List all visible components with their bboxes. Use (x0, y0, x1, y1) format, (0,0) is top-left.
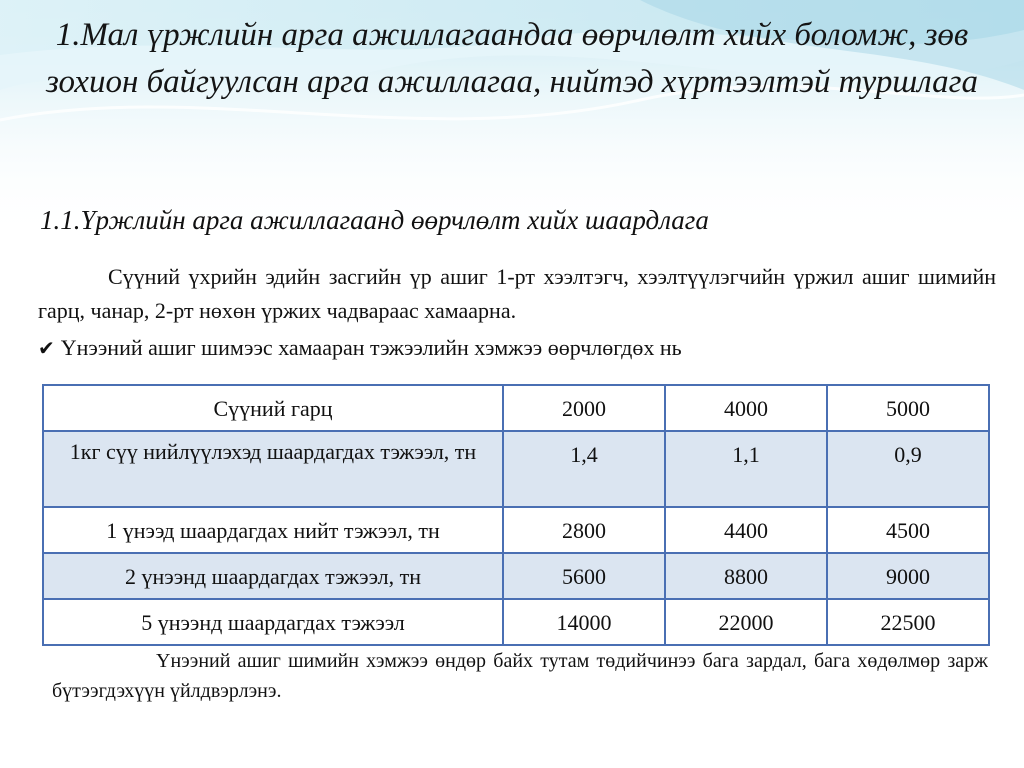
section-subtitle: 1.1.Үржлийн арга ажиллагаанд өөрчлөлт хийх шаардлага (40, 205, 709, 235)
table-cell: 1,4 (503, 431, 665, 507)
table-cell: 22000 (665, 599, 827, 645)
feed-requirement-table (42, 384, 990, 646)
table-cell: 22500 (827, 599, 989, 645)
conclusion-paragraph: Үнээний ашиг шимийн хэмжээ өндөр байх тутам төдийчинээ бага зардал, бага хөдөлмөр зарж бүтээгдэхүүн үйлдвэрлэнэ. (52, 650, 988, 702)
intro-paragraph: Сүүний үхрийн эдийн засгийн үр ашиг 1-рт хээлтэгч, хээлтүүлэгчийн үржил ашиг шимийн гарц, чанар, 2-рт нөхөн үржих чадвараас хамаарна. (38, 264, 996, 323)
table-cell: 1,1 (665, 431, 827, 507)
slide-title: 1.Мал үржлийн арга ажиллагаандаа өөрчлөлт хийх боломж, зөв зохион байгуулсан арга ажиллагаа, нийтэд хүртээлтэй туршлага (46, 17, 978, 100)
table-cell: 9000 (827, 553, 989, 599)
table-row (43, 385, 989, 431)
check-item-text: Үнээний ашиг шимээс хамааран тэжээлийн хэмжээ өөрчлөгдөх нь (60, 335, 682, 360)
table-row (43, 553, 989, 599)
table-row (43, 507, 989, 553)
table-cell: 4400 (665, 507, 827, 553)
table-row (43, 431, 989, 507)
table-cell: 2000 (503, 385, 665, 431)
check-list-item (38, 332, 996, 364)
table-cell: 14000 (503, 599, 665, 645)
row-label: Сүүний гарц (43, 385, 503, 431)
table-cell: 2800 (503, 507, 665, 553)
table-cell: 8800 (665, 553, 827, 599)
row-label: 1кг сүү нийлүүлэхэд шаардагдах тэжээл, тн (43, 431, 503, 507)
table-cell: 5000 (827, 385, 989, 431)
table-row (43, 599, 989, 645)
table-cell: 4000 (665, 385, 827, 431)
checkmark-icon: ✔ (38, 336, 55, 360)
row-label: 2 үнээнд шаардагдах тэжээл, тн (43, 553, 503, 599)
row-label: 5 үнээнд шаардагдах тэжээл (43, 599, 503, 645)
table-cell: 4500 (827, 507, 989, 553)
row-label: 1 үнээд шаардагдах нийт тэжээл, тн (43, 507, 503, 553)
table-cell: 5600 (503, 553, 665, 599)
table-cell: 0,9 (827, 431, 989, 507)
